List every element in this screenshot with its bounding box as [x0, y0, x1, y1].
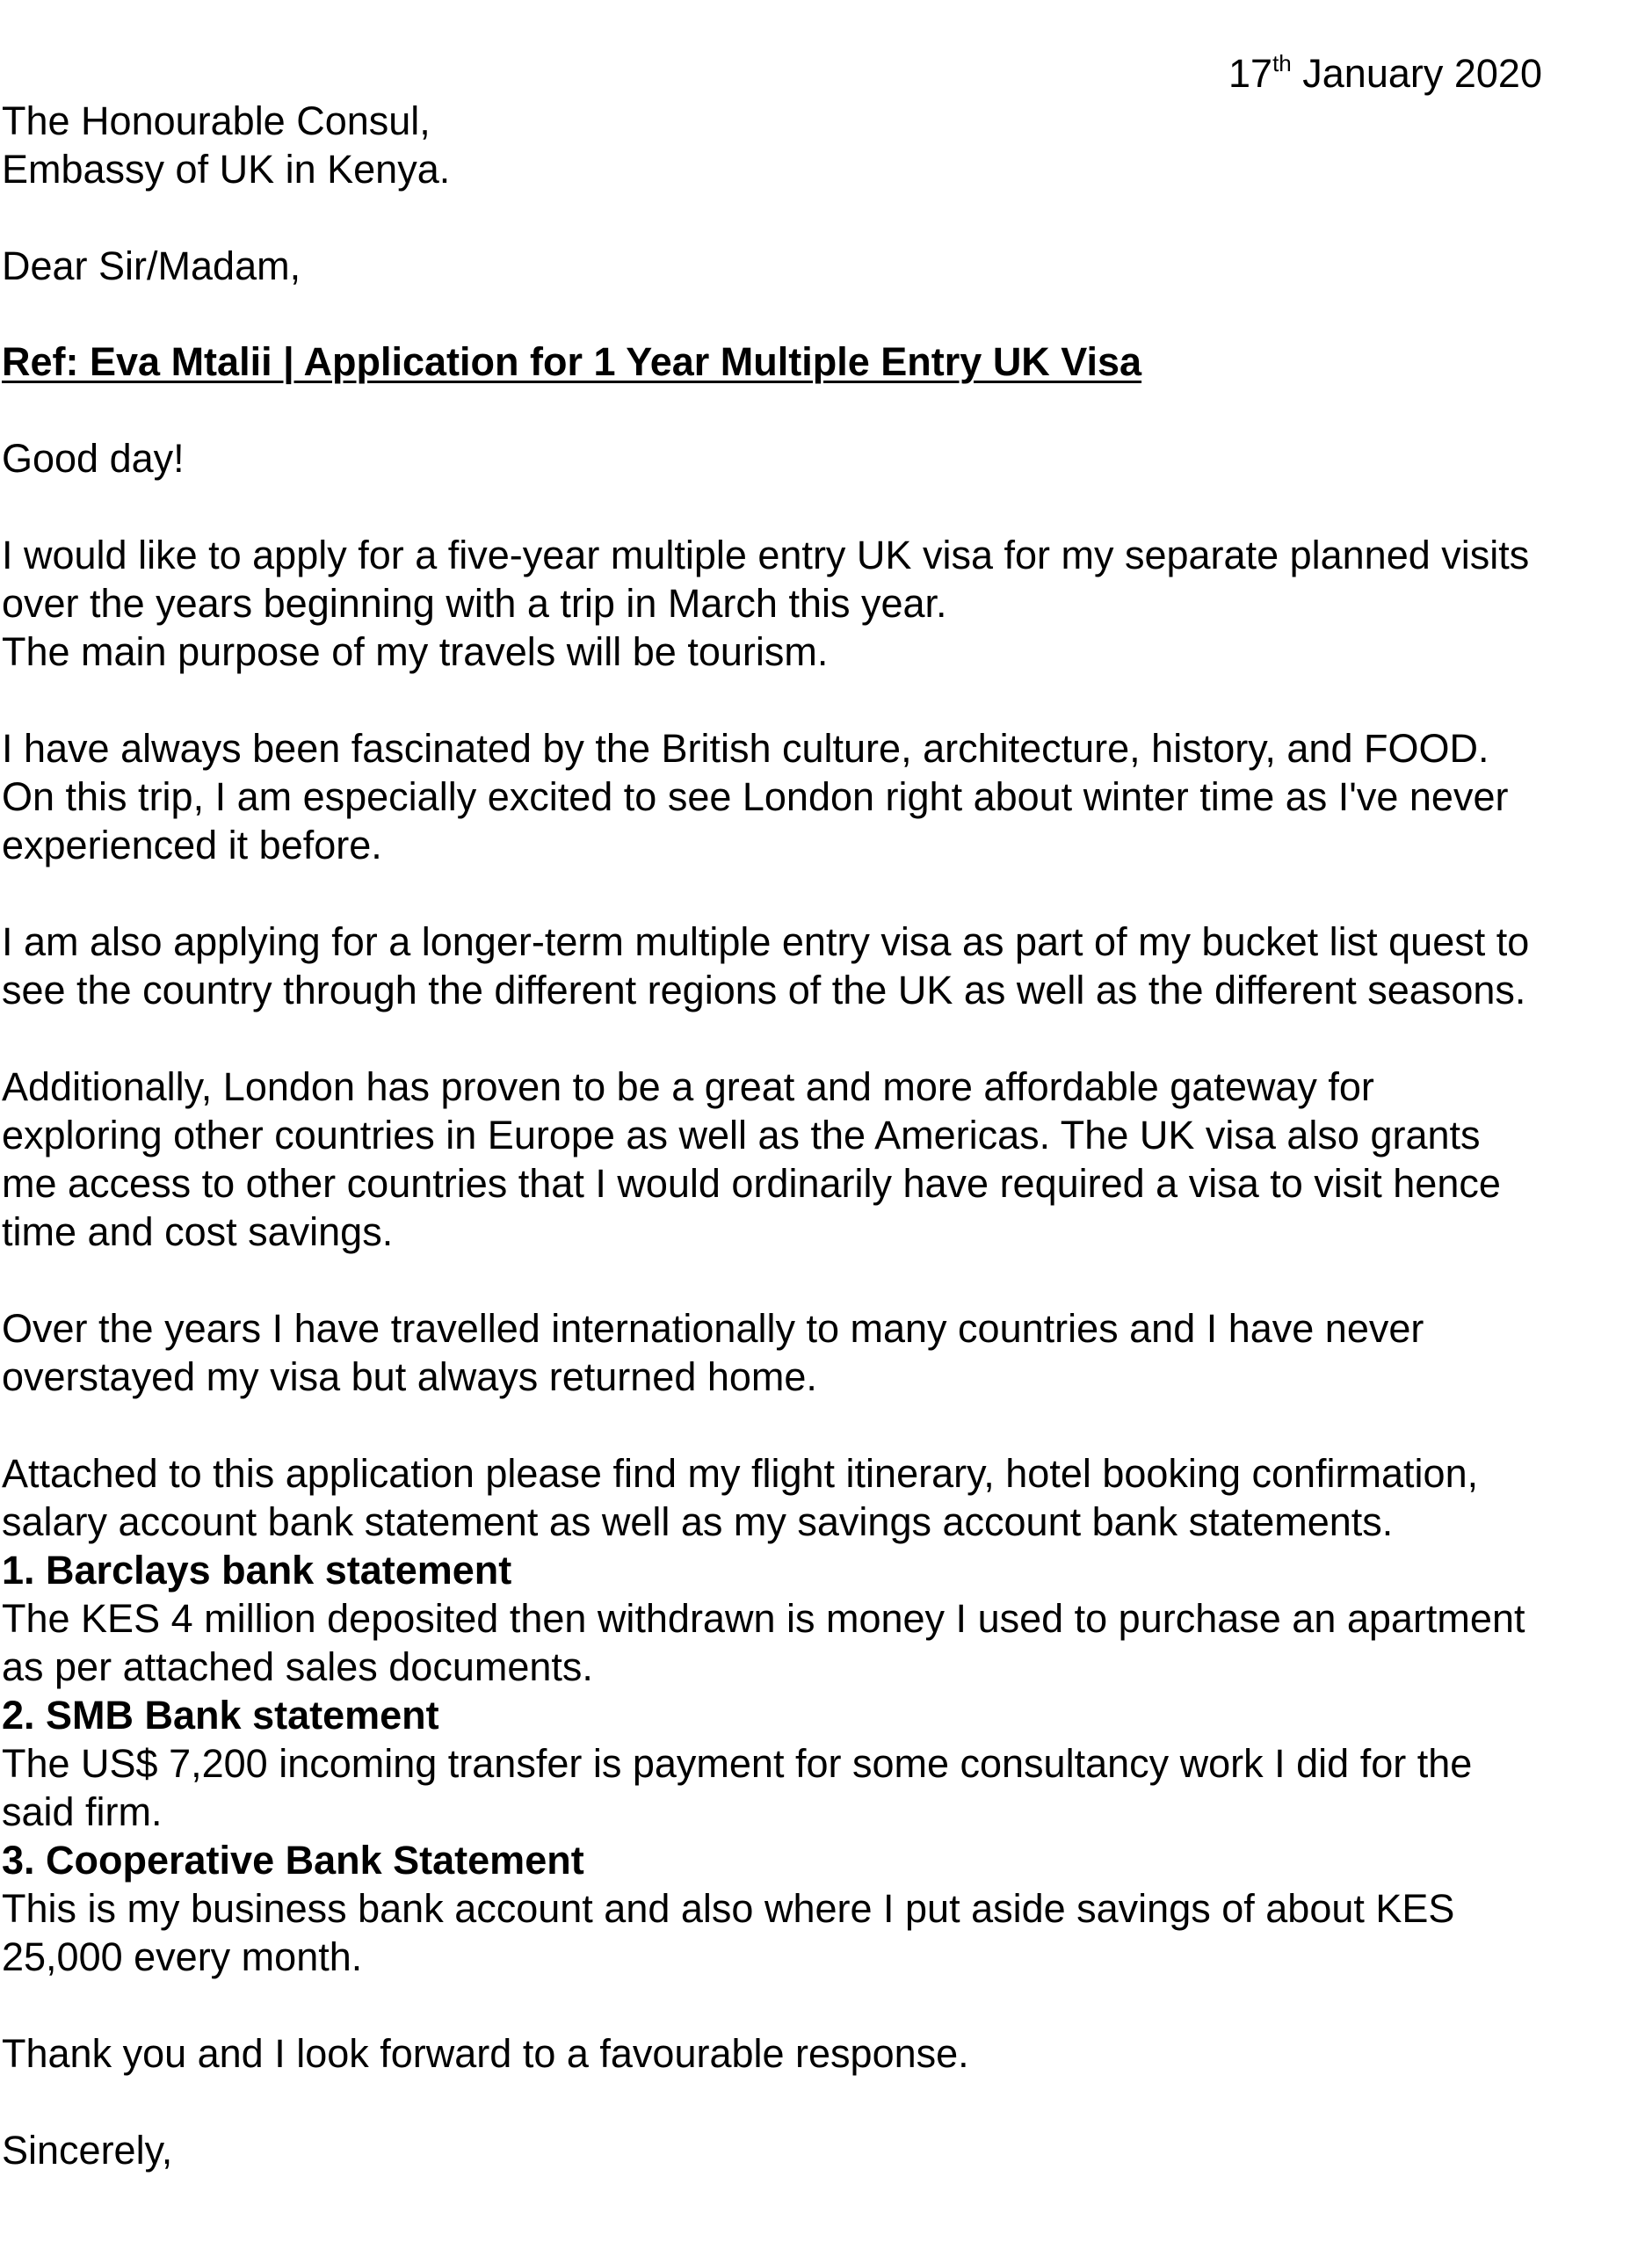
letter-date: 17th January 2020: [1228, 50, 1542, 96]
paragraph-3-line-2: see the country through the different regions of the UK as well as the different seasons.: [2, 968, 1526, 1012]
statement-2-line-2: said firm.: [2, 1789, 163, 1834]
paragraph-2-line-3: experienced it before.: [2, 823, 382, 867]
statement-3-line-1: This is my business bank account and also where I put aside savings of about KES: [2, 1886, 1455, 1931]
paragraph-4-line-4: time and cost savings.: [2, 1209, 394, 1254]
reference-line: Ref: Eva Mtalii | Application for 1 Year Multiple Entry UK Visa: [2, 339, 1142, 384]
statement-1-line-1: The KES 4 million deposited then withdrawn is money I used to purchase an apartment: [2, 1596, 1525, 1641]
paragraph-4-line-3: me access to other countries that I would ordinarily have required a visa to visit hence: [2, 1161, 1501, 1206]
paragraph-4-line-2: exploring other countries in Europe as well as the Americas. The UK visa also grants: [2, 1113, 1481, 1157]
paragraph-6-line-1: Attached to this application please find my flight itinerary, hotel booking confirmation,: [2, 1451, 1479, 1496]
statement-1-line-2: as per attached sales documents.: [2, 1644, 593, 1689]
closing-line: Thank you and I look forward to a favourable response.: [2, 2031, 969, 2076]
recipient-line-1: The Honourable Consul,: [2, 98, 431, 143]
paragraph-1-line-1: I would like to apply for a five-year multiple entry UK visa for my separate planned visits: [2, 533, 1530, 577]
statement-3-heading: 3. Cooperative Bank Statement: [2, 1838, 584, 1883]
paragraph-5-line-1: Over the years I have travelled internationally to many countries and I have never: [2, 1306, 1424, 1351]
statement-3-line-2: 25,000 every month.: [2, 1934, 363, 1979]
paragraph-5-line-2: overstayed my visa but always returned home.: [2, 1354, 817, 1399]
statement-2-heading: 2. SMB Bank statement: [2, 1693, 439, 1738]
paragraph-2-line-2: On this trip, I am especially excited to see London right about winter time as I've never: [2, 774, 1509, 819]
paragraph-1-line-2: over the years beginning with a trip in March this year.: [2, 581, 947, 626]
paragraph-4-line-1: Additionally, London has proven to be a great and more affordable gateway for: [2, 1064, 1374, 1109]
paragraph-6-line-2: salary account bank statement as well as my savings account bank statements.: [2, 1499, 1394, 1544]
statement-2-line-1: The US$ 7,200 incoming transfer is payment for some consultancy work I did for the: [2, 1741, 1473, 1786]
paragraph-1-line-3: The main purpose of my travels will be tourism.: [2, 629, 829, 674]
greeting: Good day!: [2, 436, 185, 481]
salutation: Dear Sir/Madam,: [2, 243, 301, 288]
statement-1-heading: 1. Barclays bank statement: [2, 1548, 512, 1593]
paragraph-2-line-1: I have always been fascinated by the British culture, architecture, history, and FOOD.: [2, 726, 1489, 771]
signoff: Sincerely,: [2, 2128, 173, 2173]
paragraph-3-line-1: I am also applying for a longer-term multiple entry visa as part of my bucket list quest to: [2, 919, 1530, 964]
recipient-line-2: Embassy of UK in Kenya.: [2, 147, 451, 192]
